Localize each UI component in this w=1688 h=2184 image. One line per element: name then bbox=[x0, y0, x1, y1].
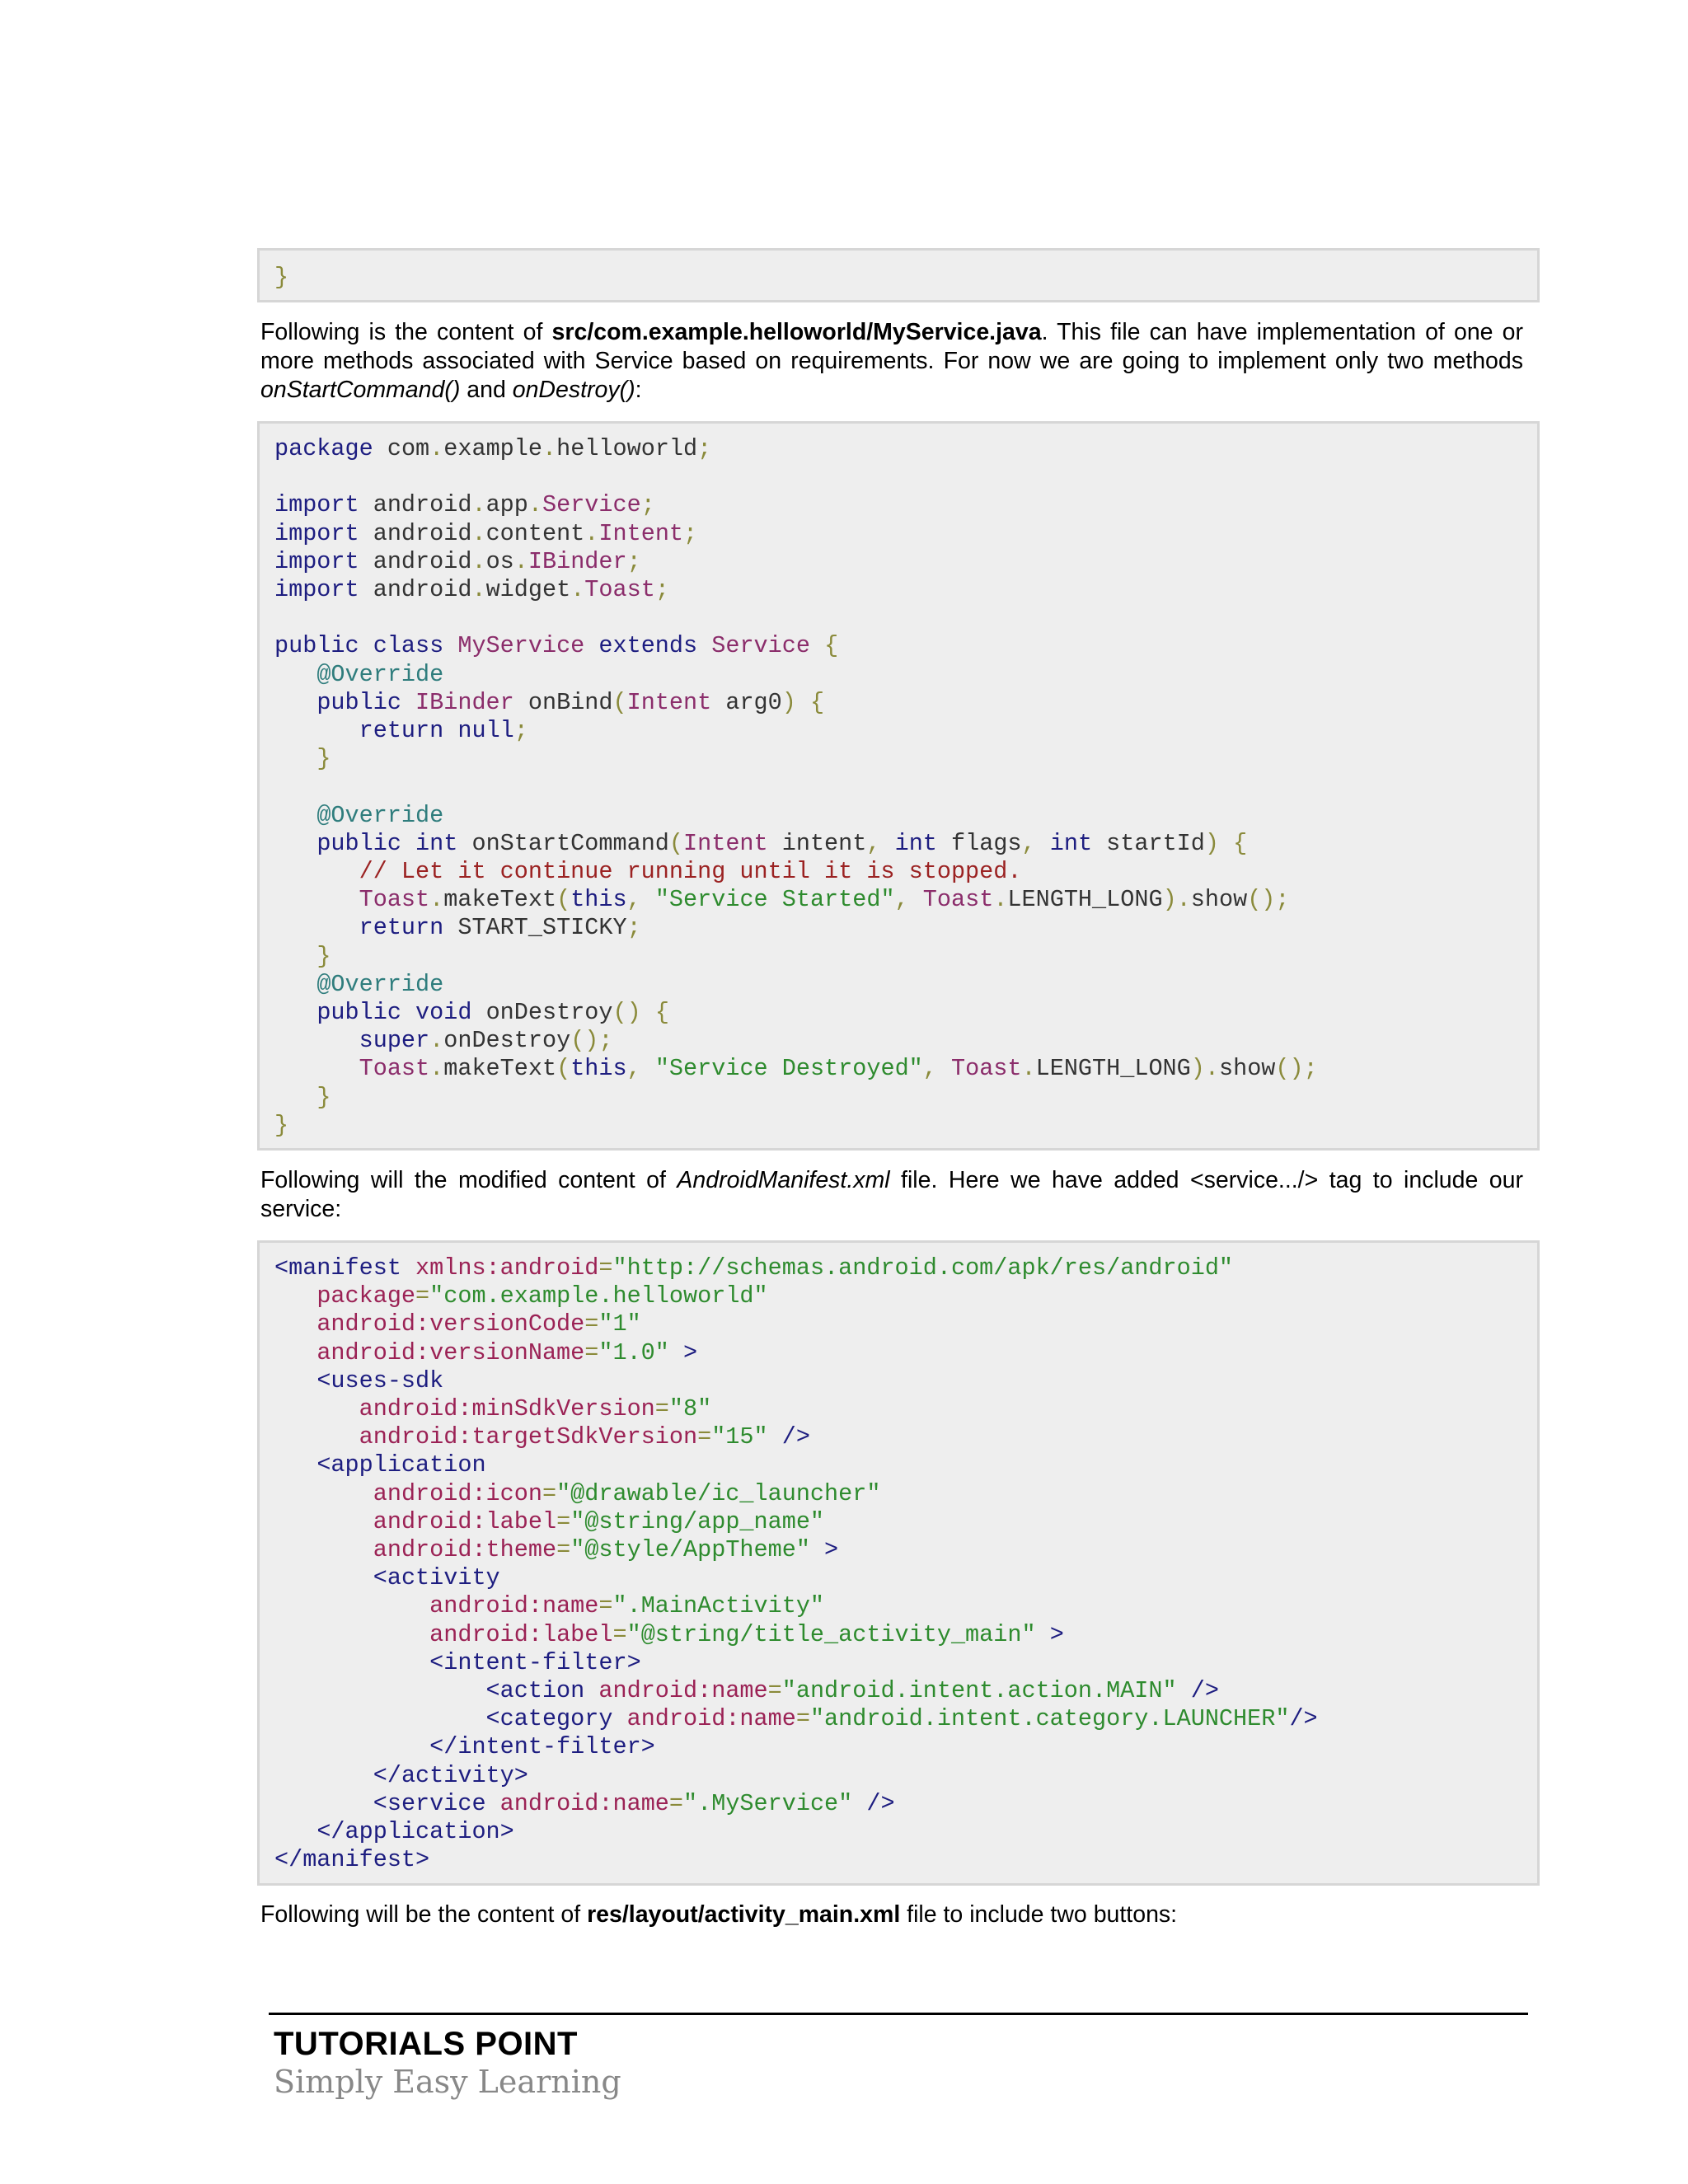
code-token: } bbox=[316, 745, 331, 773]
code-token: </manifest> bbox=[274, 1846, 430, 1874]
file-name: AndroidManifest.xml bbox=[677, 1167, 890, 1193]
code-block-closing-brace bbox=[257, 248, 1540, 302]
code-token bbox=[274, 830, 316, 857]
code-token bbox=[1177, 1677, 1191, 1704]
code-token: android:name bbox=[499, 1789, 669, 1817]
code-token: = bbox=[556, 1536, 571, 1564]
code-token bbox=[584, 1677, 598, 1704]
code-token: this bbox=[570, 886, 627, 914]
code-token: Toast bbox=[922, 886, 994, 914]
code-token: . bbox=[1021, 1055, 1036, 1083]
code-token bbox=[852, 1790, 866, 1817]
code-token bbox=[274, 1536, 373, 1563]
code-token bbox=[1219, 830, 1233, 857]
code-token: </intent-filter> bbox=[429, 1733, 655, 1761]
code-token: public bbox=[316, 829, 401, 857]
text: file. Here we have added <service.../> tag to include our service: bbox=[260, 1167, 1524, 1222]
code-token: , bbox=[626, 1055, 641, 1083]
code-token bbox=[274, 1762, 373, 1789]
code-token: import bbox=[274, 491, 359, 519]
code-token: makeText bbox=[443, 886, 557, 914]
code-token: . bbox=[513, 547, 528, 575]
code-token: . bbox=[570, 576, 585, 604]
code-token: = bbox=[415, 1282, 430, 1310]
code-token: import bbox=[274, 519, 359, 547]
code-token: (); bbox=[570, 1027, 613, 1055]
code-token: <service bbox=[373, 1789, 486, 1817]
code-token: <activity bbox=[373, 1564, 500, 1592]
code-token bbox=[274, 1818, 316, 1845]
code-token: os bbox=[485, 547, 514, 575]
code-token: IBinder bbox=[528, 547, 627, 575]
code-token: ".MainActivity" bbox=[612, 1592, 825, 1620]
code-token: android:icon bbox=[373, 1479, 542, 1507]
code-token: return bbox=[359, 717, 444, 745]
code-token bbox=[274, 1451, 316, 1479]
code-token: () bbox=[612, 999, 641, 1027]
code-token bbox=[274, 1310, 316, 1338]
code-token: ; bbox=[626, 914, 641, 942]
code-token: { bbox=[824, 632, 839, 660]
code-token bbox=[274, 689, 316, 716]
code-token: public class bbox=[274, 632, 444, 660]
code-token: = bbox=[612, 1620, 627, 1648]
code-token bbox=[443, 717, 457, 744]
code-token: "android.intent.category.LAUNCHER" bbox=[809, 1705, 1290, 1733]
code-token: "Service Started" bbox=[654, 886, 895, 914]
code-token: @Override bbox=[316, 660, 444, 688]
file-path: src/com.example.helloworld/MyService.java bbox=[551, 319, 1042, 345]
code-token: LENGTH_LONG bbox=[1007, 886, 1163, 914]
code-token: Toast bbox=[584, 576, 655, 604]
code-token: public bbox=[316, 688, 401, 716]
code-token bbox=[274, 1649, 429, 1676]
code-token: = bbox=[654, 1395, 669, 1423]
code-token: "android.intent.action.MAIN" bbox=[781, 1677, 1177, 1705]
code-token: , bbox=[894, 886, 909, 914]
code-token bbox=[274, 1395, 359, 1422]
code-token: ( bbox=[556, 886, 571, 914]
code-block-myservice-java bbox=[257, 421, 1540, 1151]
code-token: <category bbox=[485, 1705, 613, 1733]
code-token: android bbox=[359, 576, 472, 604]
code-token: android bbox=[359, 491, 472, 519]
code-token: > bbox=[683, 1338, 698, 1366]
code-token: = bbox=[795, 1705, 810, 1733]
code-token bbox=[486, 1790, 500, 1817]
code-token: onDestroy bbox=[471, 999, 613, 1027]
code-token: "com.example.helloworld" bbox=[429, 1282, 768, 1310]
code-token: Intent bbox=[626, 688, 712, 716]
text: : bbox=[635, 377, 642, 403]
code-token: ; bbox=[697, 435, 712, 462]
code-token bbox=[810, 632, 824, 659]
code-token: show bbox=[1190, 886, 1248, 914]
code-token: MyService bbox=[457, 632, 585, 660]
code-token: int bbox=[415, 829, 458, 857]
code-token: intent bbox=[767, 829, 867, 857]
code-token bbox=[274, 745, 316, 772]
code-token: ). bbox=[1190, 1055, 1219, 1083]
code-token: helloworld bbox=[556, 435, 698, 462]
code-text bbox=[274, 435, 1537, 1140]
code-token: , bbox=[1021, 829, 1036, 857]
code-token: com bbox=[373, 435, 430, 462]
code-token: ; bbox=[654, 576, 669, 604]
code-token: import bbox=[274, 547, 359, 575]
code-token: Toast bbox=[359, 1055, 430, 1083]
code-token bbox=[584, 632, 598, 659]
code-token bbox=[641, 999, 655, 1026]
code-token: android:label bbox=[429, 1620, 613, 1648]
code-token: content bbox=[485, 519, 585, 547]
code-token: (); bbox=[1275, 1055, 1318, 1083]
code-token: "1.0" bbox=[598, 1338, 669, 1366]
code-token bbox=[274, 971, 316, 998]
code-token: app bbox=[485, 491, 528, 519]
code-token: android:minSdkVersion bbox=[359, 1395, 655, 1423]
code-token bbox=[810, 1536, 824, 1563]
code-token: ".MyService" bbox=[683, 1789, 853, 1817]
code-token: . bbox=[584, 519, 599, 547]
code-token: extends bbox=[598, 632, 698, 660]
code-token: , bbox=[922, 1055, 937, 1083]
code-token: } bbox=[274, 264, 289, 291]
footer-brand-title: TUTORIALS POINT bbox=[274, 2026, 578, 2062]
code-token bbox=[697, 632, 711, 659]
code-token bbox=[443, 632, 457, 659]
code-token: Toast bbox=[951, 1055, 1022, 1083]
code-token: void bbox=[415, 999, 472, 1027]
paragraph-activity-main-intro bbox=[260, 1900, 1523, 1929]
code-token: int bbox=[1049, 829, 1093, 857]
code-token bbox=[1036, 1621, 1050, 1648]
code-token: . bbox=[429, 1027, 444, 1055]
code-token: . bbox=[528, 491, 542, 519]
code-token: show bbox=[1218, 1055, 1276, 1083]
code-token bbox=[612, 1705, 626, 1732]
footer-divider bbox=[269, 2013, 1528, 2015]
code-token bbox=[401, 689, 415, 716]
code-token: . bbox=[429, 1055, 444, 1083]
code-token bbox=[274, 1677, 486, 1704]
code-token: { bbox=[654, 999, 669, 1027]
text: file to include two buttons: bbox=[900, 1901, 1178, 1928]
code-token bbox=[401, 1254, 415, 1282]
text: . This file can have implementation of one or more methods associated with Service based on requirements. For now we are going to implement only two methods bbox=[260, 319, 1524, 374]
code-token bbox=[274, 1339, 316, 1366]
code-token: = bbox=[767, 1677, 782, 1705]
code-token: > bbox=[1049, 1620, 1064, 1648]
code-token: . bbox=[471, 491, 486, 519]
code-token: ( bbox=[556, 1055, 571, 1083]
code-token: /> bbox=[1190, 1677, 1219, 1705]
method-name: onDestroy() bbox=[512, 377, 635, 403]
code-token: } bbox=[316, 942, 331, 970]
code-token: android bbox=[359, 547, 472, 575]
code-token: android:versionName bbox=[316, 1338, 585, 1366]
code-token: "@string/app_name" bbox=[570, 1507, 825, 1535]
code-token: flags bbox=[936, 829, 1022, 857]
code-token: <application bbox=[316, 1451, 486, 1479]
code-token bbox=[274, 661, 316, 688]
code-token: public bbox=[316, 999, 401, 1027]
code-token bbox=[796, 689, 810, 716]
code-token: = bbox=[584, 1310, 599, 1338]
code-token: /> bbox=[1289, 1705, 1318, 1733]
paragraph-manifest-intro bbox=[260, 1166, 1523, 1224]
code-token: ; bbox=[683, 519, 698, 547]
code-token: ) bbox=[781, 688, 796, 716]
code-token: = bbox=[556, 1507, 571, 1535]
method-name: onStartCommand() bbox=[260, 377, 461, 403]
code-token: ( bbox=[612, 688, 627, 716]
code-token bbox=[641, 1055, 655, 1082]
code-token: ( bbox=[668, 829, 684, 857]
code-token: /> bbox=[866, 1789, 895, 1817]
text: Following will the modified content of bbox=[260, 1167, 678, 1193]
code-token bbox=[669, 1339, 683, 1366]
code-token bbox=[274, 1367, 316, 1394]
code-token: android:label bbox=[373, 1507, 557, 1535]
footer-brand-tagline: Simply Easy Learning bbox=[274, 2064, 621, 2100]
file-path: res/layout/activity_main.xml bbox=[587, 1901, 901, 1928]
code-token: > bbox=[824, 1536, 839, 1564]
code-token: ). bbox=[1162, 886, 1191, 914]
code-token: return bbox=[359, 914, 444, 942]
code-token: , bbox=[866, 829, 881, 857]
code-token bbox=[274, 1027, 359, 1054]
code-token: package bbox=[316, 1282, 416, 1310]
code-token: <uses-sdk bbox=[316, 1366, 444, 1394]
code-token: Intent bbox=[598, 519, 684, 547]
code-token: android:name bbox=[429, 1592, 599, 1620]
code-text bbox=[274, 264, 1537, 292]
code-token: . bbox=[471, 519, 486, 547]
code-token: widget bbox=[485, 576, 571, 604]
code-token bbox=[274, 1055, 359, 1082]
code-token: onBind bbox=[513, 688, 613, 716]
code-token: example bbox=[443, 435, 542, 462]
code-token: onDestroy bbox=[443, 1027, 571, 1055]
code-token: xmlns:android bbox=[415, 1254, 599, 1282]
code-token: <action bbox=[485, 1677, 585, 1705]
code-token: { bbox=[1233, 829, 1248, 857]
code-token bbox=[274, 1508, 373, 1535]
code-token bbox=[274, 858, 359, 885]
code-token: <intent-filter> bbox=[429, 1648, 641, 1676]
code-token: ; bbox=[640, 491, 655, 519]
code-token: } bbox=[316, 1083, 331, 1111]
code-token bbox=[274, 717, 359, 744]
code-token bbox=[641, 886, 655, 913]
code-token: START_STICKY bbox=[443, 914, 627, 942]
code-token: . bbox=[471, 576, 486, 604]
code-token bbox=[274, 1084, 316, 1111]
code-token: = bbox=[598, 1254, 613, 1282]
code-token bbox=[909, 886, 923, 913]
code-token: int bbox=[894, 829, 937, 857]
code-token bbox=[274, 1592, 429, 1619]
code-token: @Override bbox=[316, 801, 444, 829]
code-token: import bbox=[274, 576, 359, 604]
code-token: } bbox=[274, 1111, 289, 1139]
code-token: android:name bbox=[598, 1677, 768, 1705]
code-token: = bbox=[584, 1338, 599, 1366]
code-token: "Service Destroyed" bbox=[654, 1055, 923, 1083]
code-token: onStartCommand bbox=[457, 829, 669, 857]
code-token: . bbox=[429, 435, 444, 462]
code-token: ) bbox=[1204, 829, 1219, 857]
text: Following is the content of bbox=[260, 319, 552, 345]
code-token: super bbox=[359, 1027, 430, 1055]
code-token: . bbox=[471, 547, 486, 575]
paragraph-myservice-intro bbox=[260, 318, 1523, 405]
code-token: /> bbox=[781, 1423, 810, 1451]
code-token: "1" bbox=[598, 1310, 641, 1338]
code-token: "15" bbox=[711, 1423, 768, 1451]
code-token bbox=[274, 999, 316, 1026]
code-token: . bbox=[429, 886, 444, 914]
code-token: startId bbox=[1092, 829, 1205, 857]
code-token bbox=[274, 886, 359, 913]
code-token: "http://schemas.android.com/apk/res/android" bbox=[612, 1254, 1234, 1282]
code-token bbox=[274, 1621, 429, 1648]
code-token: package bbox=[274, 435, 373, 462]
code-token bbox=[1036, 830, 1050, 857]
code-token: android:name bbox=[626, 1705, 796, 1733]
code-token: . bbox=[993, 886, 1008, 914]
code-token: "8" bbox=[668, 1395, 712, 1423]
code-token: Intent bbox=[683, 829, 768, 857]
code-token: = bbox=[697, 1423, 712, 1451]
code-token bbox=[274, 1564, 373, 1591]
code-token: android:targetSdkVersion bbox=[359, 1423, 698, 1451]
code-token: = bbox=[598, 1592, 613, 1620]
code-token bbox=[768, 1423, 782, 1451]
code-token: android:theme bbox=[373, 1536, 557, 1564]
code-token bbox=[274, 914, 359, 941]
code-block-android-manifest bbox=[257, 1240, 1540, 1886]
code-token: Service bbox=[542, 491, 641, 519]
code-token bbox=[274, 1705, 486, 1732]
code-token: "@string/title_activity_main" bbox=[626, 1620, 1036, 1648]
code-token bbox=[401, 999, 415, 1026]
code-token: ; bbox=[513, 717, 528, 745]
code-token bbox=[274, 943, 316, 970]
code-token: @Override bbox=[316, 970, 444, 998]
code-token bbox=[274, 1480, 373, 1507]
code-token: = bbox=[668, 1789, 684, 1817]
code-token: LENGTH_LONG bbox=[1035, 1055, 1191, 1083]
code-token: ; bbox=[626, 547, 641, 575]
code-token: null bbox=[457, 717, 514, 745]
code-token: android bbox=[359, 519, 472, 547]
code-token bbox=[274, 1790, 373, 1817]
code-token: // Let it continue running until it is stopped. bbox=[359, 858, 1022, 886]
code-token: makeText bbox=[443, 1055, 557, 1083]
code-token: </activity> bbox=[373, 1761, 528, 1789]
code-token bbox=[274, 1733, 429, 1760]
text: and bbox=[460, 377, 513, 403]
code-token bbox=[274, 1423, 359, 1451]
code-text bbox=[274, 1254, 1537, 1874]
code-token: this bbox=[570, 1055, 627, 1083]
code-token bbox=[274, 802, 316, 829]
code-token: . bbox=[542, 435, 557, 462]
code-token bbox=[937, 1055, 951, 1082]
code-token: arg0 bbox=[711, 688, 782, 716]
code-token: "@drawable/ic_launcher" bbox=[556, 1479, 881, 1507]
code-token: <manifest bbox=[274, 1254, 401, 1282]
code-token: , bbox=[626, 886, 641, 914]
code-token: Toast bbox=[359, 886, 430, 914]
code-token bbox=[401, 830, 415, 857]
code-token: = bbox=[542, 1479, 557, 1507]
code-token: Service bbox=[711, 632, 810, 660]
code-token: (); bbox=[1247, 886, 1290, 914]
code-token: "@style/AppTheme" bbox=[570, 1536, 810, 1564]
code-token: { bbox=[809, 688, 825, 716]
code-token: IBinder bbox=[415, 688, 514, 716]
code-token: </application> bbox=[316, 1818, 514, 1846]
code-token: android:versionCode bbox=[316, 1310, 585, 1338]
text: Following will be the content of bbox=[260, 1901, 588, 1928]
code-token bbox=[880, 830, 894, 857]
code-token bbox=[274, 1282, 316, 1310]
